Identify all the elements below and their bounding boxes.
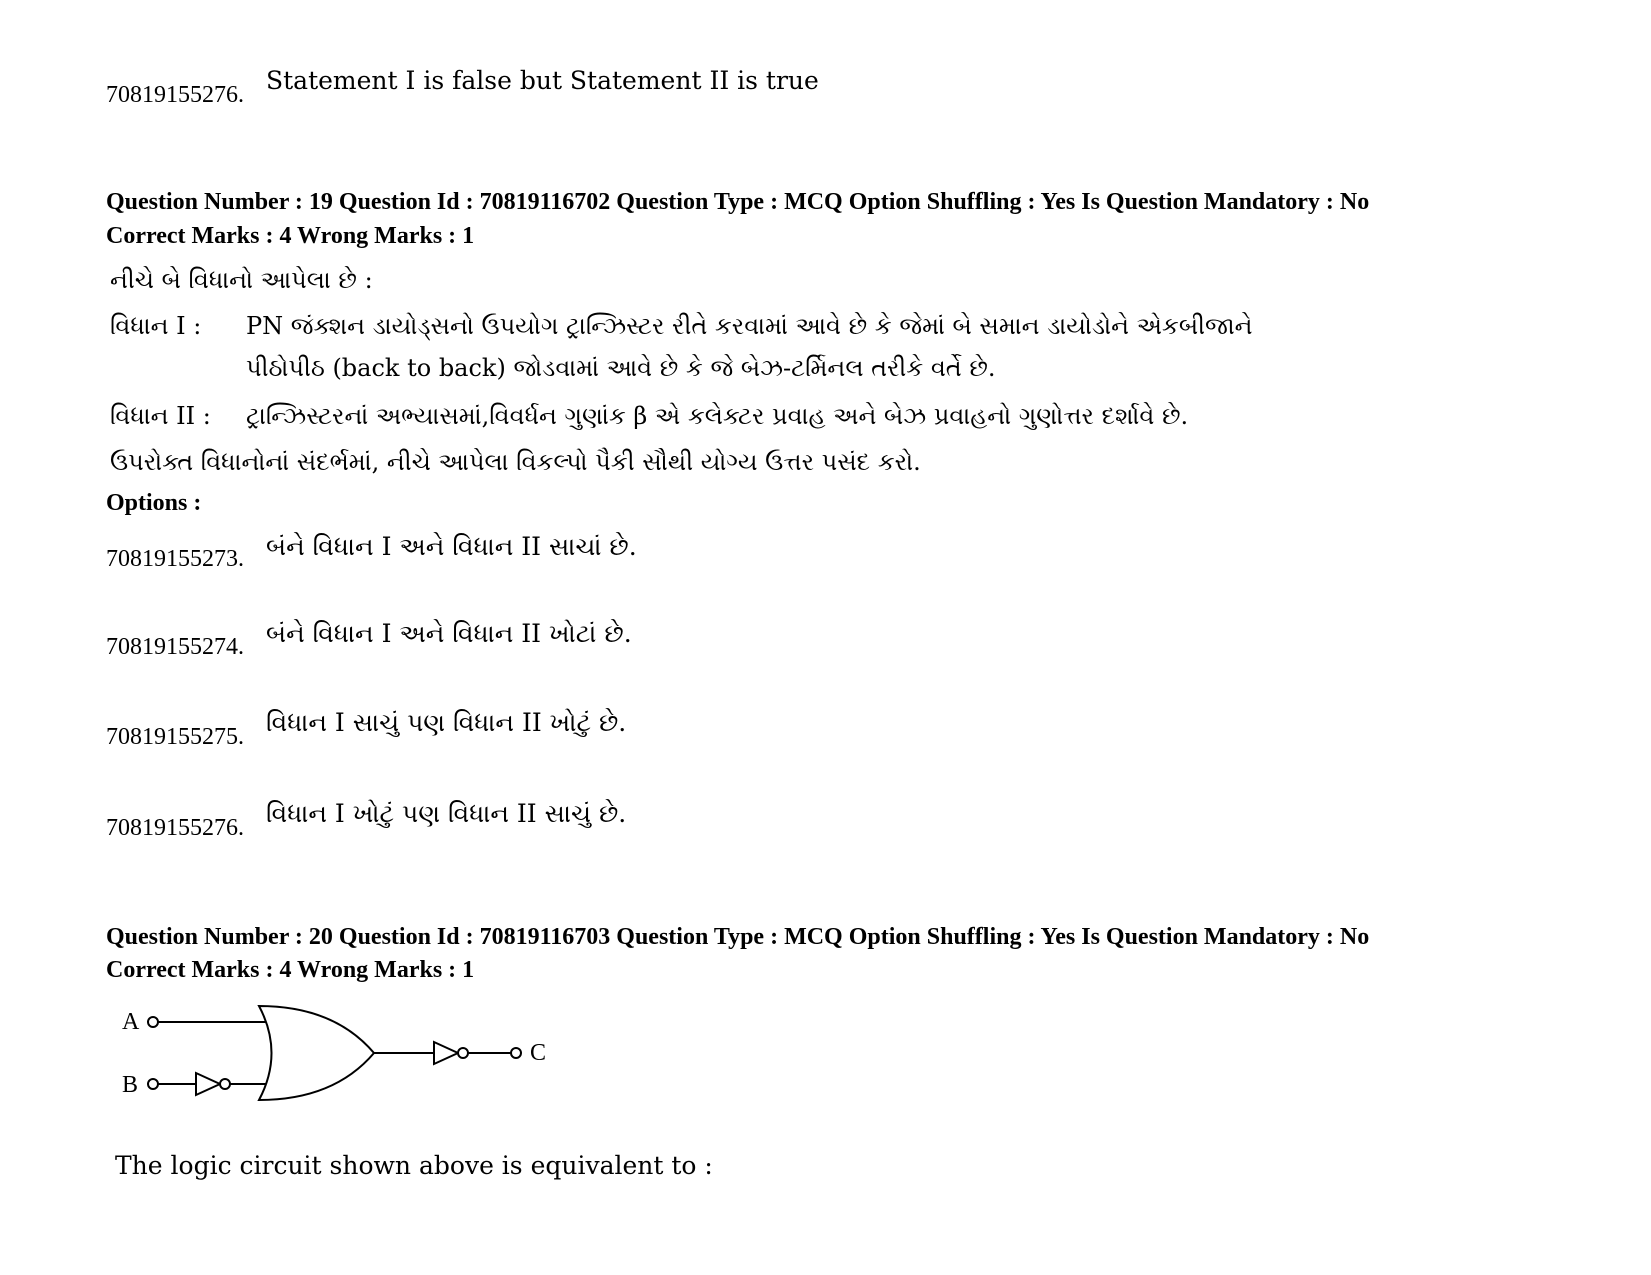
question-header: Question Number : 20 Question Id : 70819116703 Question Type : MCQ Option Shuffling : Yes Is Question Mandatory : No [106,924,1370,950]
question-header: Question Number : 19 Question Id : 70819116702 Question Type : MCQ Option Shuffling : Yes Is Question Mandatory : No [106,189,1370,215]
question-conclusion: ઉપરોક્ત વિધાનોનાં સંદર્ભમાં, નીચે આપેલા વિકલ્પો પૈકી સૌથી યોગ્ય ઉત્તર પસંદ કરો. [110,448,921,476]
question-marks: Correct Marks : 4 Wrong Marks : 1 [106,223,475,249]
option-text: બંને વિધાન I અને વિધાન II સાચાં છે. [266,532,637,561]
option-id: 70819155275. [106,724,244,750]
option-text: વિધાન I સાચું પણ વિધાન II ખોટું છે. [266,708,627,737]
option-id: 70819155276. [106,82,244,108]
or-gate [259,1006,374,1100]
input-a-label: A [122,1009,140,1035]
options-label: Options : [106,490,202,516]
option-text: બંને વિધાન I અને વિધાન II ખોટાં છે. [266,619,632,648]
output-terminal [511,1048,521,1058]
not-gate-out [434,1042,458,1064]
question-marks: Correct Marks : 4 Wrong Marks : 1 [106,957,475,983]
option-id: 70819155276. [106,815,244,841]
option-id: 70819155274. [106,634,244,660]
not-gate-out-bubble [458,1048,468,1058]
statement-2-text: ટ્રાન્ઝિસ્ટરનાં અભ્યાસમાં,વિવર્ધન ગુણાંક β એ કલેક્ટર પ્રવાહ અને બેઝ પ્રવાહનો ગુણોત્તર દર્શાવે છે. [246,402,1189,430]
input-b-terminal [148,1079,158,1089]
logic-circuit-diagram [112,998,582,1118]
option-id: 70819155273. [106,546,244,572]
option-text: Statement I is false but Statement II is true [266,66,819,95]
statement-1-line-2: પીઠોપીઠ (back to back) જોડવામાં આવે છે કે જે બેઝ-ટર્મિનલ તરીકે વર્તે છે. [246,354,996,382]
statement-1-label: વિધાન I : [110,312,202,340]
not-gate-b [196,1073,220,1095]
statement-2-label: વિધાન II : [110,402,211,430]
option-text: વિધાન I ખોટું પણ વિધાન II સાચું છે. [266,799,627,828]
input-b-label: B [122,1072,139,1098]
input-a-terminal [148,1017,158,1027]
question-intro: નીચે બે વિધાનો આપેલા છે : [110,266,373,294]
not-gate-b-bubble [220,1079,230,1089]
question-text: The logic circuit shown above is equivalent to : [115,1151,713,1180]
output-c-label: C [530,1040,547,1066]
statement-1-line-1: PN જંક્શન ડાયોડ્સનો ઉપયોગ ટ્રાન્ઝિસ્ટર રીતે કરવામાં આવે છે કે જેમાં બે સમાન ડાયોડોને એકબીજાને [246,312,1253,340]
